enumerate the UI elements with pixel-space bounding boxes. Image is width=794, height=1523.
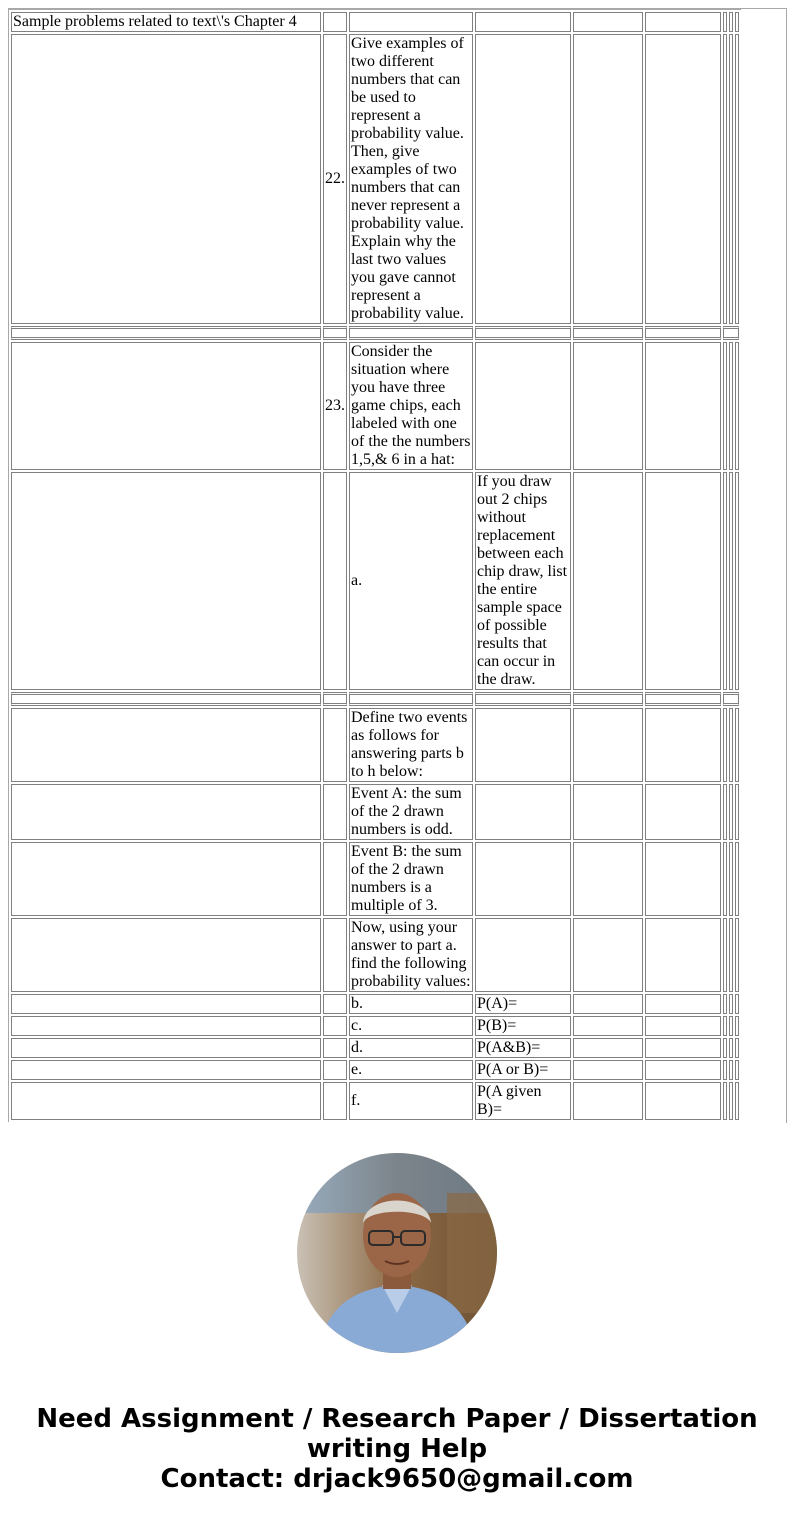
definition-row bbox=[11, 842, 739, 916]
part-label: a. bbox=[349, 472, 473, 690]
part-text: If you draw out 2 chips without replacement between each chip draw, list the entire sample space of possible results that can occur in the draw. bbox=[475, 472, 571, 690]
answer-row bbox=[11, 1082, 739, 1120]
definition-text: Event B: the sum of the 2 drawn numbers is a multiple of 3. bbox=[349, 842, 473, 916]
banner-line-1: Need Assignment / Research Paper / Dissertation bbox=[36, 1404, 758, 1434]
contact-banner bbox=[0, 1404, 794, 1494]
definition-text: Define two events as follows for answering parts b to h below: bbox=[349, 708, 473, 782]
definition-text: Event A: the sum of the 2 drawn numbers is odd. bbox=[349, 784, 473, 840]
probability-prompt: P(A given B)= bbox=[475, 1082, 571, 1120]
contact-email: Contact: drjack9650@gmail.com bbox=[160, 1464, 634, 1494]
probability-prompt: P(B)= bbox=[475, 1016, 571, 1036]
question-number: 23. bbox=[323, 342, 347, 470]
part-label: c. bbox=[349, 1016, 473, 1036]
part-label: e. bbox=[349, 1060, 473, 1080]
part-a-row bbox=[11, 472, 739, 690]
separator-row bbox=[11, 326, 739, 340]
part-label: f. bbox=[349, 1082, 473, 1120]
definition-row bbox=[11, 918, 739, 992]
answer-row bbox=[11, 1060, 739, 1080]
part-label: d. bbox=[349, 1038, 473, 1058]
probability-prompt: P(A&B)= bbox=[475, 1038, 571, 1058]
author-avatar bbox=[297, 1153, 497, 1353]
answer-row bbox=[11, 994, 739, 1014]
definition-text: Now, using your answer to part a. find the following probability values: bbox=[349, 918, 473, 992]
separator-row bbox=[11, 692, 739, 706]
definition-row bbox=[11, 708, 739, 782]
document-title: Sample problems related to text\'s Chapter 4 bbox=[11, 12, 321, 32]
author-photo bbox=[297, 1153, 497, 1353]
question-text: Give examples of two different numbers that can be used to represent a probability value. Then, give examples of two numbers that can never represent a probability value. Explain why the last two values you gave cannot represent a probability value. bbox=[349, 34, 473, 324]
question-number: 22. bbox=[323, 34, 347, 324]
probability-prompt: P(A)= bbox=[475, 994, 571, 1014]
answer-row bbox=[11, 1038, 739, 1058]
banner-line-2: writing Help bbox=[306, 1434, 488, 1464]
probability-prompt: P(A or B)= bbox=[475, 1060, 571, 1080]
spreadsheet-document bbox=[8, 8, 787, 1123]
title-row bbox=[11, 12, 739, 32]
problems-table bbox=[8, 9, 741, 1122]
question-text: Consider the situation where you have three game chips, each labeled with one of the the numbers 1,5,& 6 in a hat: bbox=[349, 342, 473, 470]
definition-row bbox=[11, 784, 739, 840]
part-label: b. bbox=[349, 994, 473, 1014]
answer-row bbox=[11, 1016, 739, 1036]
question-22-row bbox=[11, 34, 739, 324]
question-23-row bbox=[11, 342, 739, 470]
